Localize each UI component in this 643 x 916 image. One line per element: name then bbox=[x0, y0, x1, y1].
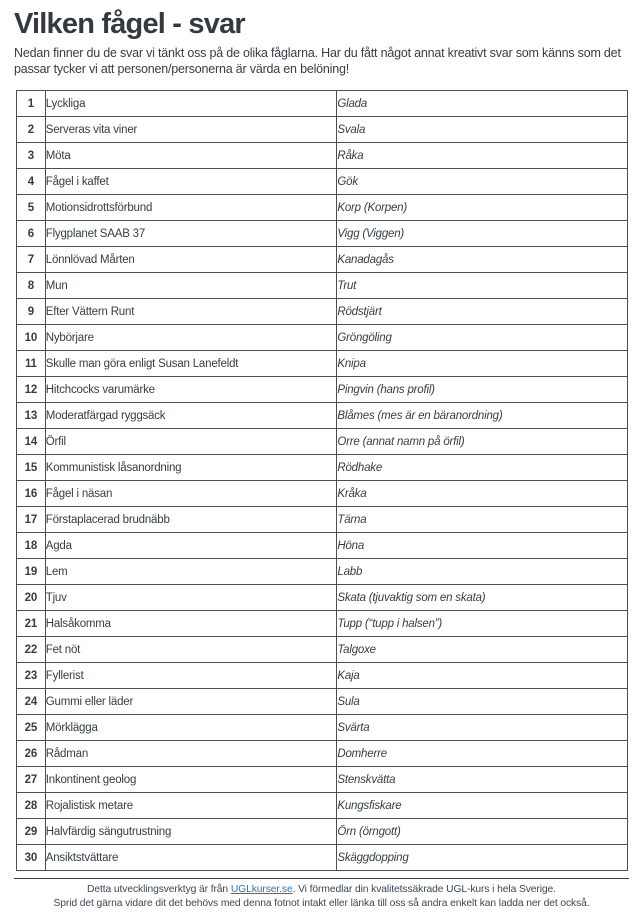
row-number-cell: 1 bbox=[17, 91, 46, 117]
row-number-cell: 12 bbox=[17, 377, 46, 403]
clue-cell: Ansiktstvättare bbox=[45, 845, 337, 871]
footer-link[interactable]: UGLkurser.se bbox=[230, 884, 293, 895]
table-row bbox=[17, 247, 628, 273]
table-row bbox=[17, 715, 628, 741]
footer-line1-prefix: Detta utvecklingsverktyg är från bbox=[87, 884, 231, 895]
table-row bbox=[17, 143, 628, 169]
footer-line2: Sprid det gärna vidare dit det behövs med denna fotnot intakt eller länka till oss så andra enkelt kan ladda ner det också. bbox=[53, 898, 590, 909]
answer-cell: Pingvin (hans profil) bbox=[337, 377, 628, 403]
footer-divider bbox=[14, 878, 629, 879]
answer-cell: Skata (tjuvaktig som en skata) bbox=[337, 585, 628, 611]
row-number-cell: 16 bbox=[17, 481, 46, 507]
row-number-cell: 29 bbox=[17, 819, 46, 845]
table-row bbox=[17, 819, 628, 845]
row-number-cell: 22 bbox=[17, 637, 46, 663]
row-number-cell: 18 bbox=[17, 533, 46, 559]
answer-cell: Korp (Korpen) bbox=[337, 195, 628, 221]
table-row bbox=[17, 741, 628, 767]
table-row bbox=[17, 273, 628, 299]
clue-cell: Fet nöt bbox=[45, 637, 337, 663]
table-row bbox=[17, 663, 628, 689]
row-number-cell: 15 bbox=[17, 455, 46, 481]
row-number-cell: 26 bbox=[17, 741, 46, 767]
clue-cell: Förstaplacerad brudnäbb bbox=[45, 507, 337, 533]
table-row bbox=[17, 611, 628, 637]
table-row bbox=[17, 767, 628, 793]
clue-cell: Möta bbox=[45, 143, 337, 169]
answer-cell: Kaja bbox=[337, 663, 628, 689]
table-row bbox=[17, 637, 628, 663]
row-number-cell: 9 bbox=[17, 299, 46, 325]
page-title: Vilken fågel - svar bbox=[14, 8, 245, 40]
clue-cell: Serveras vita viner bbox=[45, 117, 337, 143]
row-number-cell: 28 bbox=[17, 793, 46, 819]
answer-cell: Tärna bbox=[337, 507, 628, 533]
table-row bbox=[17, 507, 628, 533]
clue-cell: Mörklägga bbox=[45, 715, 337, 741]
row-number-cell: 6 bbox=[17, 221, 46, 247]
table-row bbox=[17, 195, 628, 221]
table-row bbox=[17, 299, 628, 325]
clue-cell: Hitchcocks varumärke bbox=[45, 377, 337, 403]
answer-cell: Knipa bbox=[337, 351, 628, 377]
answer-cell: Rödhake bbox=[337, 455, 628, 481]
row-number-cell: 24 bbox=[17, 689, 46, 715]
clue-cell: Lyckliga bbox=[45, 91, 337, 117]
row-number-cell: 19 bbox=[17, 559, 46, 585]
table-row bbox=[17, 351, 628, 377]
table-row bbox=[17, 117, 628, 143]
footer bbox=[0, 883, 643, 911]
clue-cell: Halsåkomma bbox=[45, 611, 337, 637]
answers-table bbox=[16, 90, 628, 871]
answer-cell: Orre (annat namn på örfil) bbox=[337, 429, 628, 455]
row-number-cell: 10 bbox=[17, 325, 46, 351]
clue-cell: Nybörjare bbox=[45, 325, 337, 351]
row-number-cell: 11 bbox=[17, 351, 46, 377]
answer-cell: Gök bbox=[337, 169, 628, 195]
answer-cell: Svala bbox=[337, 117, 628, 143]
clue-cell: Örfil bbox=[45, 429, 337, 455]
answer-cell: Vigg (Viggen) bbox=[337, 221, 628, 247]
footer-line1-suffix: . Vi förmedlar din kvalitetssäkrade UGL-kurs i hela Sverige. bbox=[292, 884, 556, 895]
table-row bbox=[17, 559, 628, 585]
row-number-cell: 8 bbox=[17, 273, 46, 299]
row-number-cell: 27 bbox=[17, 767, 46, 793]
clue-cell: Lem bbox=[45, 559, 337, 585]
clue-cell: Fågel i kaffet bbox=[45, 169, 337, 195]
answer-cell: Domherre bbox=[337, 741, 628, 767]
table-row bbox=[17, 845, 628, 871]
answer-cell: Råka bbox=[337, 143, 628, 169]
clue-cell: Efter Vättern Runt bbox=[45, 299, 337, 325]
answer-cell: Svärta bbox=[337, 715, 628, 741]
table-row bbox=[17, 533, 628, 559]
table-row bbox=[17, 325, 628, 351]
table-row bbox=[17, 403, 628, 429]
answer-cell: Gröngöling bbox=[337, 325, 628, 351]
row-number-cell: 23 bbox=[17, 663, 46, 689]
row-number-cell: 3 bbox=[17, 143, 46, 169]
table-row bbox=[17, 455, 628, 481]
answers-table-body bbox=[17, 91, 628, 871]
answer-cell: Kråka bbox=[337, 481, 628, 507]
answer-cell: Glada bbox=[337, 91, 628, 117]
clue-cell: Flygplanet SAAB 37 bbox=[45, 221, 337, 247]
table-row bbox=[17, 221, 628, 247]
row-number-cell: 13 bbox=[17, 403, 46, 429]
row-number-cell: 30 bbox=[17, 845, 46, 871]
clue-cell: Rådman bbox=[45, 741, 337, 767]
answer-cell: Talgoxe bbox=[337, 637, 628, 663]
row-number-cell: 7 bbox=[17, 247, 46, 273]
clue-cell: Gummi eller läder bbox=[45, 689, 337, 715]
table-row bbox=[17, 377, 628, 403]
clue-cell: Lönnlövad Mårten bbox=[45, 247, 337, 273]
clue-cell: Inkontinent geolog bbox=[45, 767, 337, 793]
clue-cell: Mun bbox=[45, 273, 337, 299]
answer-cell: Kanadagås bbox=[337, 247, 628, 273]
clue-cell: Moderatfärgad ryggsäck bbox=[45, 403, 337, 429]
table-row bbox=[17, 169, 628, 195]
clue-cell: Motionsidrottsförbund bbox=[45, 195, 337, 221]
table-row bbox=[17, 91, 628, 117]
row-number-cell: 2 bbox=[17, 117, 46, 143]
answer-cell: Sula bbox=[337, 689, 628, 715]
clue-cell: Rojalistisk metare bbox=[45, 793, 337, 819]
row-number-cell: 4 bbox=[17, 169, 46, 195]
answer-cell: Labb bbox=[337, 559, 628, 585]
table-row bbox=[17, 585, 628, 611]
row-number-cell: 14 bbox=[17, 429, 46, 455]
table-row bbox=[17, 429, 628, 455]
answer-cell: Blåmes (mes är en bäranordning) bbox=[337, 403, 628, 429]
answer-cell: Kungsfiskare bbox=[337, 793, 628, 819]
answer-cell: Tupp (“tupp i halsen”) bbox=[337, 611, 628, 637]
row-number-cell: 21 bbox=[17, 611, 46, 637]
answer-cell: Skäggdopping bbox=[337, 845, 628, 871]
clue-cell: Kommunistisk låsanordning bbox=[45, 455, 337, 481]
row-number-cell: 20 bbox=[17, 585, 46, 611]
clue-cell: Agda bbox=[45, 533, 337, 559]
intro-text: Nedan finner du de svar vi tänkt oss på de olika fåglarna. Har du fått något annat kreativt svar som känns som det passar tycker vi att personen/personerna är värda en belöning! bbox=[14, 46, 621, 76]
answer-cell: Stenskvätta bbox=[337, 767, 628, 793]
table-row bbox=[17, 481, 628, 507]
answer-cell: Örn (örngott) bbox=[337, 819, 628, 845]
clue-cell: Skulle man göra enligt Susan Lanefeldt bbox=[45, 351, 337, 377]
clue-cell: Fågel i näsan bbox=[45, 481, 337, 507]
row-number-cell: 17 bbox=[17, 507, 46, 533]
table-row bbox=[17, 689, 628, 715]
footer-line1 bbox=[0, 883, 643, 897]
table-row bbox=[17, 793, 628, 819]
row-number-cell: 25 bbox=[17, 715, 46, 741]
answer-cell: Höna bbox=[337, 533, 628, 559]
clue-cell: Fyllerist bbox=[45, 663, 337, 689]
answer-cell: Trut bbox=[337, 273, 628, 299]
clue-cell: Tjuv bbox=[45, 585, 337, 611]
answer-cell: Rödstjärt bbox=[337, 299, 628, 325]
clue-cell: Halvfärdig sängutrustning bbox=[45, 819, 337, 845]
row-number-cell: 5 bbox=[17, 195, 46, 221]
